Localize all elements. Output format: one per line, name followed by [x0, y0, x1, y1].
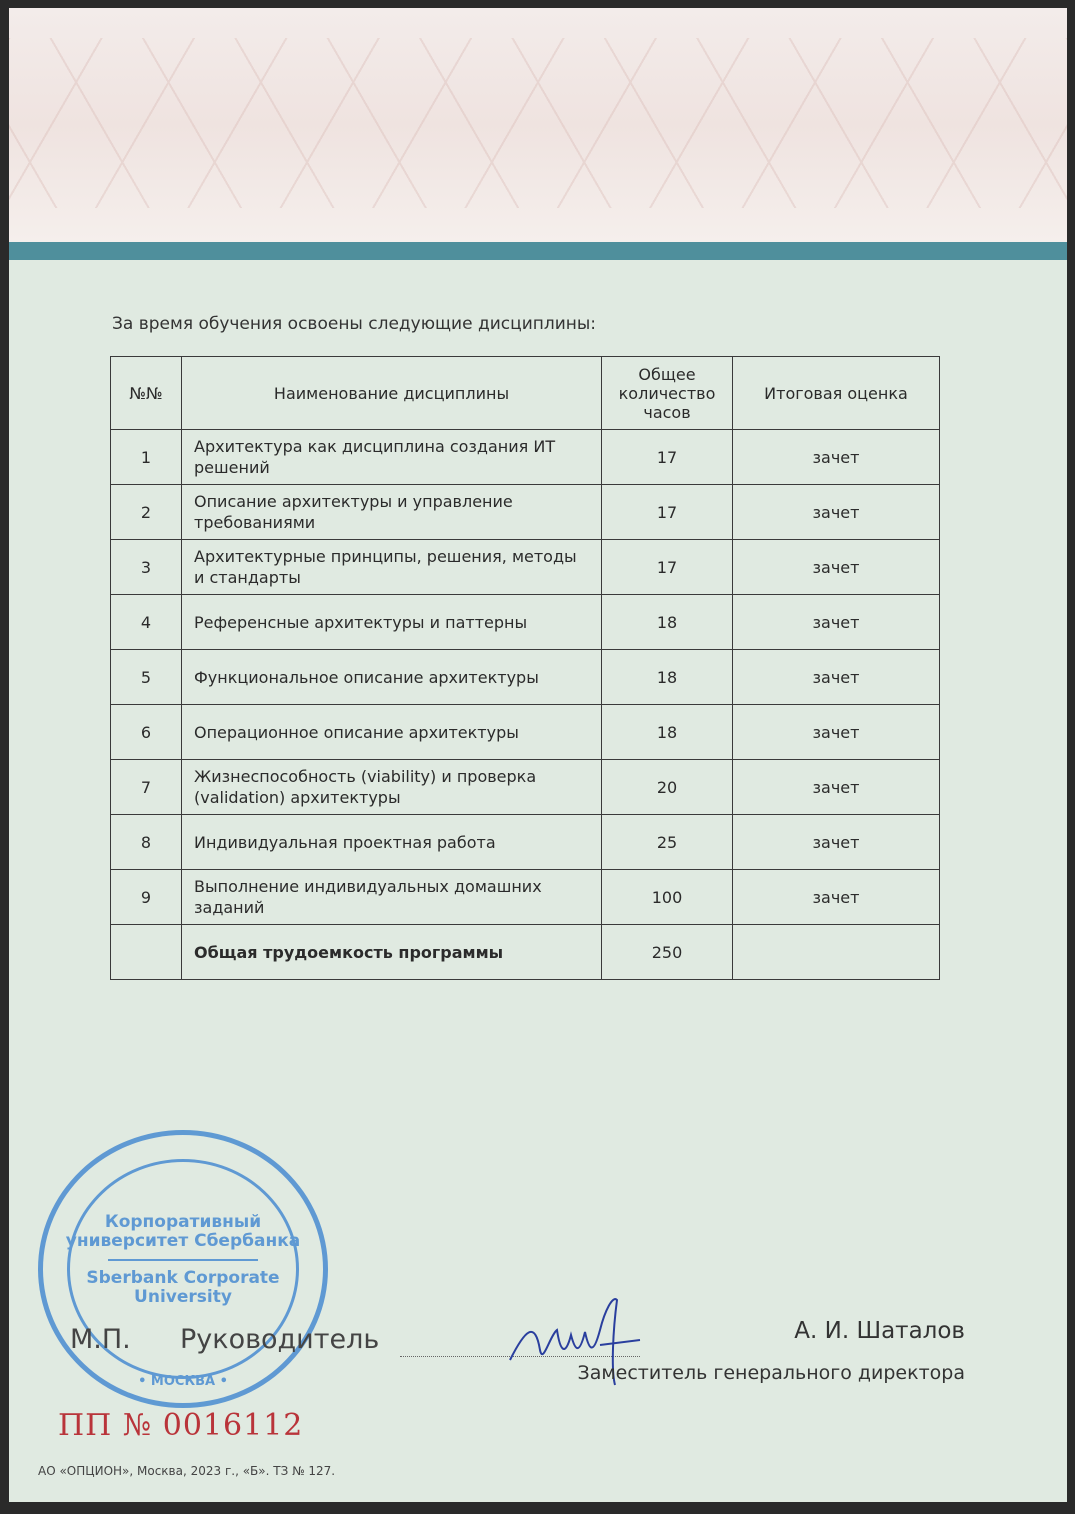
discipline-grade: зачет	[733, 430, 940, 485]
decorative-header-band	[9, 8, 1067, 242]
signer-name: А. И. Шаталов	[794, 1318, 965, 1344]
discipline-hours: 18	[602, 650, 733, 705]
discipline-hours: 25	[602, 815, 733, 870]
row-number: 5	[111, 650, 182, 705]
discipline-name: Описание архитектуры и управление требованиями	[182, 485, 602, 540]
discipline-name: Индивидуальная проектная работа	[182, 815, 602, 870]
signer-position: Заместитель генерального директора	[577, 1362, 965, 1384]
discipline-hours: 18	[602, 595, 733, 650]
table-header-row	[111, 357, 940, 430]
total-grade	[733, 925, 940, 980]
role-label: Руководитель	[180, 1324, 380, 1355]
discipline-grade: зачет	[733, 870, 940, 925]
printer-imprint: АО «ОПЦИОН», Москва, 2023 г., «Б». ТЗ № 127.	[38, 1464, 336, 1478]
official-stamp	[38, 1130, 328, 1408]
total-label: Общая трудоемкость программы	[182, 925, 602, 980]
discipline-name: Архитектура как дисциплина создания ИТ решений	[182, 430, 602, 485]
table-row	[111, 485, 940, 540]
table-row	[111, 705, 940, 760]
stamp-name-ru: Корпоративный университет Сбербанка	[65, 1212, 301, 1251]
stamp-center-text	[43, 1213, 323, 1307]
discipline-grade: зачет	[733, 485, 940, 540]
row-number: 8	[111, 815, 182, 870]
seal-place-label: М.П.	[70, 1324, 131, 1355]
discipline-hours: 18	[602, 705, 733, 760]
row-number: 4	[111, 595, 182, 650]
discipline-grade: зачет	[733, 760, 940, 815]
discipline-grade: зачет	[733, 540, 940, 595]
table-row	[111, 870, 940, 925]
header-number: №№	[111, 357, 182, 430]
row-number: 3	[111, 540, 182, 595]
total-number	[111, 925, 182, 980]
header-name: Наименование дисциплины	[182, 357, 602, 430]
discipline-hours: 17	[602, 485, 733, 540]
serial-number: ПП № 0016112	[58, 1408, 304, 1443]
row-number: 1	[111, 430, 182, 485]
disciplines-table	[110, 356, 940, 980]
stamp-divider	[108, 1259, 258, 1261]
teal-stripe	[9, 242, 1067, 260]
total-row	[111, 925, 940, 980]
discipline-hours: 100	[602, 870, 733, 925]
table-row	[111, 650, 940, 705]
discipline-name: Жизнеспособность (viability) и проверка (validation) архитектуры	[182, 760, 602, 815]
row-number: 6	[111, 705, 182, 760]
discipline-hours: 20	[602, 760, 733, 815]
discipline-name: Архитектурные принципы, решения, методы и стандарты	[182, 540, 602, 595]
discipline-name: Операционное описание архитектуры	[182, 705, 602, 760]
intro-text: За время обучения освоены следующие дисциплины:	[112, 314, 597, 334]
discipline-hours: 17	[602, 540, 733, 595]
header-hours: Общее количество часов	[602, 357, 733, 430]
discipline-name: Выполнение индивидуальных домашних заданий	[182, 870, 602, 925]
total-hours: 250	[602, 925, 733, 980]
table-row	[111, 815, 940, 870]
discipline-hours: 17	[602, 430, 733, 485]
table-row	[111, 430, 940, 485]
row-number: 7	[111, 760, 182, 815]
stamp-name-en: Sberbank Corporate University	[86, 1268, 280, 1307]
guilloche-pattern	[9, 38, 1067, 208]
discipline-name: Функциональное описание архитектуры	[182, 650, 602, 705]
table-row	[111, 595, 940, 650]
row-number: 2	[111, 485, 182, 540]
table-row	[111, 540, 940, 595]
discipline-grade: зачет	[733, 705, 940, 760]
discipline-grade: зачет	[733, 650, 940, 705]
table-row	[111, 760, 940, 815]
discipline-grade: зачет	[733, 815, 940, 870]
row-number: 9	[111, 870, 182, 925]
discipline-name: Референсные архитектуры и паттерны	[182, 595, 602, 650]
header-grade: Итоговая оценка	[733, 357, 940, 430]
discipline-grade: зачет	[733, 595, 940, 650]
stamp-city: • МОСКВА •	[138, 1374, 228, 1389]
